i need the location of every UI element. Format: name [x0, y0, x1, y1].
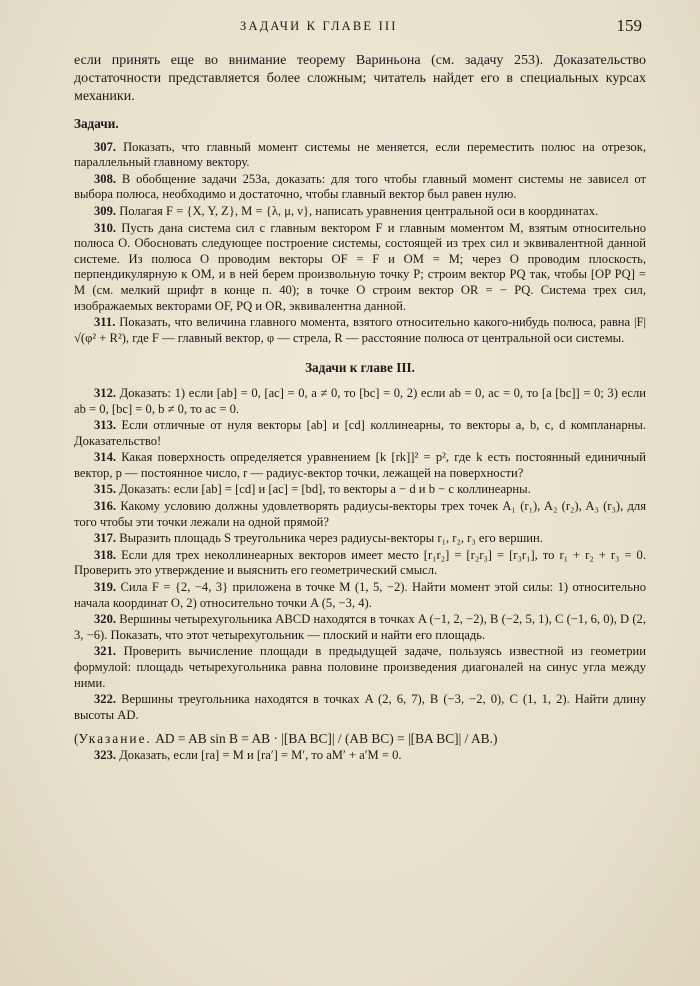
problem-316	[74, 499, 646, 530]
problem-323	[74, 748, 646, 764]
problem-307	[74, 140, 646, 171]
problem-313	[74, 418, 646, 449]
problem-text: Пусть дана система сил с главным вектором F и главным моментом M, взятым относительно полюса O. Обосновать следующее построение системы, состоящей из трех сил и эквивалентной данной системе. Из полюса O проводим векторы OF = F и OM = M; через O проводим плоскость, перпендикулярную к OM, и в ней берем произвольную точку P; строим вектор PQ так, чтобы [OP PQ] = M (см. мелкий шрифт в конце п. 40); в точке O строим вектор OR = − PQ. Система трех сил, изображаемых векторами OF, PQ и OR, эквивалентна данной.	[74, 220, 646, 313]
problem-number: 313.	[94, 418, 117, 433]
problem-310	[74, 221, 646, 315]
problem-322	[74, 692, 646, 723]
problem-number: 314.	[94, 450, 117, 465]
problem-number: 318.	[94, 547, 117, 562]
problem-number: 310.	[94, 220, 117, 235]
problem-text: Доказать: 1) если [ab] = 0, [ac] = 0, a ≠ 0, то [bc] = 0, 2) если ab = 0, ac = 0, то [a [bc]] = 0; 3) если ab = 0, [bc] = 0, b ≠ 0, то ac = 0.	[74, 385, 646, 416]
intro-paragraph: если принять еще во внимание теорему Вариньона (см. задачу 253). Доказательство достаточности представляется более сложным; читатель найдет его в специальных курсах механики.	[74, 53, 646, 104]
hint-formula: AD = AB sin B = AB · |[BA BC]| / (AB BC) = |[BA BC]| / AB.	[155, 731, 493, 747]
hint-label: Указание.	[78, 731, 152, 747]
problem-number: 311.	[94, 315, 116, 330]
problem-text: Доказать: если [ab] = [cd] и [ac] = [bd], то векторы a − d и b − c коллинеарны.	[119, 482, 531, 497]
problem-number: 316.	[94, 499, 117, 514]
problem-319	[74, 580, 646, 611]
page-number: 159	[616, 16, 642, 35]
problem-text: Показать, что главный момент системы не меняется, если переместить полюс на отрезок, параллельный главному вектору.	[74, 139, 646, 170]
problem-text: Проверить вычисление площади в предыдущей задаче, пользуясь известной из геометрии формулой: площадь четырехугольника равна половине произведения диагоналей на синус угла между ними.	[74, 644, 647, 690]
problem-308	[74, 172, 646, 203]
problem-number: 320.	[94, 612, 117, 627]
hint-322: (Указание. AD = AB sin B = AB · |[BA BC]| / (AB BC) = |[BA BC]| / AB.)	[74, 731, 498, 747]
problem-number: 323.	[94, 747, 117, 762]
problem-number: 315.	[94, 482, 117, 497]
problem-number: 312.	[94, 385, 117, 400]
problem-317	[74, 531, 646, 547]
problem-number: 319.	[94, 580, 117, 595]
problem-list-1	[74, 140, 646, 347]
problem-text: Какому условию должны удовлетворять радиусы-векторы трех точек A₁ (r₁), A₂ (r₂), A₃ (r₃), для того чтобы эти точки лежали на одной прямой?	[74, 499, 646, 529]
problem-number: 307.	[94, 139, 117, 154]
problem-number: 308.	[94, 171, 117, 186]
problem-314	[74, 450, 646, 481]
page-header	[0, 16, 700, 40]
problem-number: 322.	[94, 692, 117, 707]
problem-318	[74, 548, 646, 579]
problem-text: Показать, что величина главного момента, взятого относительно какого-нибудь полюса, равна |F| √(φ² + R²), где F — главный вектор, φ — стрела, R — расстояние полюса от центральной оси системы.	[74, 315, 646, 345]
problem-number: 309.	[94, 203, 117, 218]
problem-311	[74, 315, 646, 346]
problem-text: В обобщение задачи 253а, доказать: для того чтобы главный момент системы не зависел от выбора полюса, необходимо и достаточно, чтобы главный вектор был равен нулю.	[74, 171, 646, 202]
problem-text: Полагая F = {X, Y, Z}, M = {λ, μ, ν}, написать уравнения центральной оси в координатах.	[119, 203, 599, 218]
running-head: ЗАДАЧИ К ГЛАВЕ III	[240, 19, 398, 33]
problem-321	[74, 644, 646, 691]
problem-309	[74, 204, 646, 220]
problem-number: 317.	[94, 531, 117, 546]
problem-number: 321.	[94, 644, 117, 659]
problem-text: Вершины четырехугольника ABCD находятся в точках A (−1, 2, −2), B (−2, 5, 1), C (−1, 6, 0), D (2, 3, −6). Показать, что этот четырехугольник — плоский и найти его площадь.	[74, 612, 646, 642]
page-body	[74, 52, 646, 765]
problem-text: Выразить площадь S треугольника через радиусы-векторы r₁, r₂, r₃ его вершин.	[119, 531, 543, 546]
section-title-problems: Задачи.	[74, 116, 119, 131]
problem-320	[74, 612, 646, 643]
problem-text: Какая поверхность определяется уравнением [k [rk]]² = p², где k есть постоянный единичный вектор, p — постоянное число, r — радиус-вектор точки, лежащей на поверхности?	[74, 450, 646, 480]
problem-312	[74, 386, 646, 417]
problem-text: Доказать, если [ra] = M и [ra′] = M′, то aM′ + a′M = 0.	[119, 747, 402, 762]
problem-text: Если для трех неколлинеарных векторов имеет место [r₁r₂] = [r₂r₃] = [r₃r₁], то r₁ + r₂ + r₃ = 0. Проверить это утверждение и выяснить его геометрический смысл.	[74, 547, 646, 578]
problem-text: Вершины треугольника находятся в точках A (2, 6, 7), B (−3, −2, 0), C (1, 1, 2). Найти длину высоты AD.	[74, 692, 646, 722]
problem-list-2	[74, 386, 646, 764]
problem-text: Если отличные от нуля векторы [ab] и [cd] коллинеарны, то векторы a, b, c, d компланарны. Доказательство!	[74, 418, 646, 448]
problem-315	[74, 482, 646, 498]
problem-text: Сила F = {2, −4, 3} приложена в точке M (1, 5, −2). Найти момент этой силы: 1) относительно начала координат O, 2) относительно точки A (5, −3, 4).	[74, 580, 646, 610]
section-title-chapter-problems: Задачи к главе III.	[305, 360, 415, 376]
